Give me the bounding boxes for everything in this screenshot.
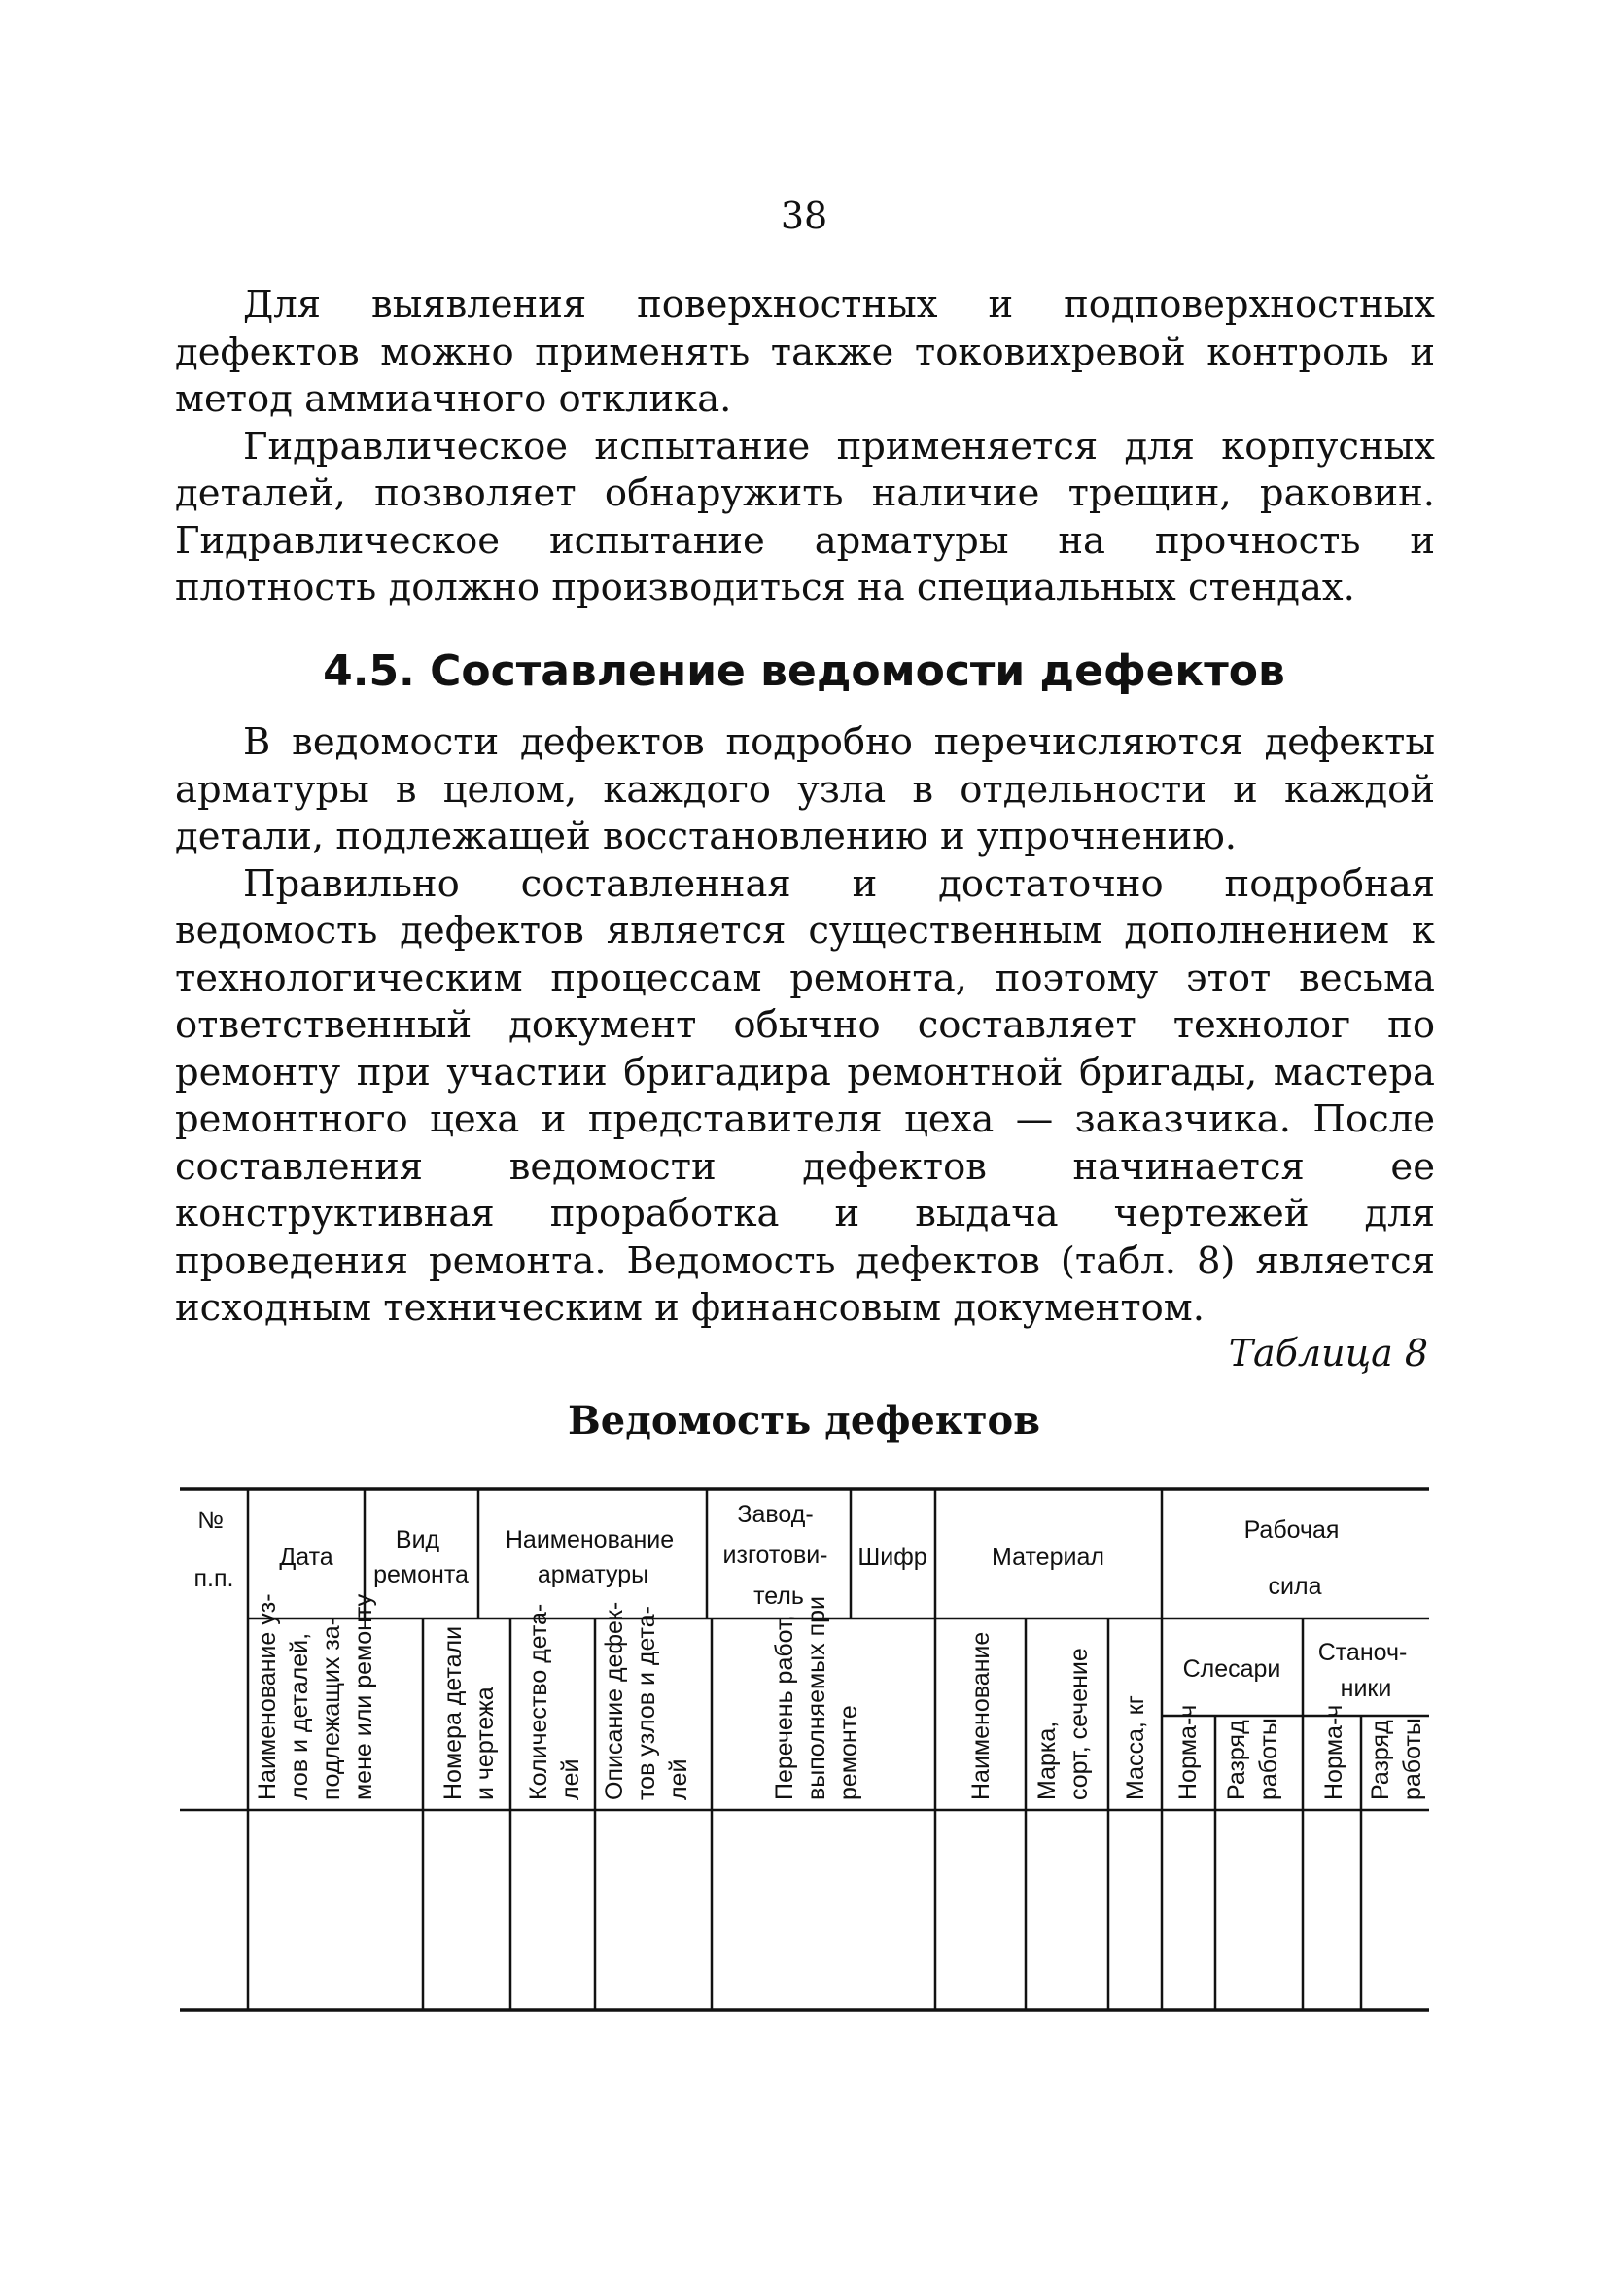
header-num: № п.п. — [193, 1507, 234, 1592]
vheader-fitters-grade: Разряд работы — [1223, 1718, 1282, 1800]
header-workforce: Рабочая сила — [1243, 1516, 1340, 1600]
section-heading: 4.5. Составление ведомости дефектов — [323, 646, 1285, 696]
vheader-parts-names: Наименование уз- лов и деталей, подлежащих за- мене или ремонту — [254, 1593, 377, 1800]
vheader-fitters-norm: Норма-ч — [1174, 1704, 1202, 1800]
paragraph: Правильно составленная и достаточно подробная ведомость дефектов является существенным дополнением к технологическим процессам ремонта, поэтому этот весьма ответственный документ обычно составляет технолог по ремонту при участии бригадира ремонтной бригады, мастера ремонтного цеха и представителя цеха — заказчика. После составления ведомости дефектов начинается ее конструктивная проработка и выдача чертежей для проведения ремонта. Ведомость дефектов (табл. 8) является исходным техническим и финансовым документом. — [175, 861, 1435, 1330]
paragraph: Гидравлическое испытание применяется для корпусных деталей, позволяет обнаружить наличие трещин, раковин. Гидравлическое испытание арматуры на прочность и плотность должно производиться на специальных стендах. — [175, 424, 1435, 609]
header-material: Материал — [992, 1544, 1104, 1571]
paragraph: В ведомости дефектов подробно перечисляются дефекты арматуры в целом, каждого узла в отдельности и каждой детали, подлежащей восстановлению и упрочнению. — [175, 720, 1435, 858]
vheader-part-numbers: Номера детали и чертежа — [439, 1625, 499, 1800]
header-machinists: Станоч- ники — [1317, 1639, 1408, 1702]
vheader-machinists-grade: Разряд работы — [1367, 1718, 1426, 1800]
header-fitting-name: Наименование арматуры — [505, 1526, 675, 1588]
header-manufacturer: Завод- изготови- тель — [722, 1501, 828, 1610]
header-date: Дата — [279, 1544, 333, 1571]
header-repair-type: Вид ремонта — [373, 1526, 469, 1588]
vheader-defects-desc: Описание дефек- тов узлов и дета- лей — [601, 1601, 692, 1800]
page-number: 38 — [780, 194, 828, 237]
table-title: Ведомость дефектов — [567, 1398, 1040, 1444]
vheader-material-name: Наименование — [967, 1631, 995, 1800]
table-number-label: Таблица 8 — [1228, 1332, 1428, 1374]
header-code: Шифр — [857, 1544, 927, 1571]
paragraph: Для выявления поверхностных и подповерхностных дефектов можно применять также токовихревой контроль и метод аммиачного отклика. — [175, 283, 1435, 421]
vheader-mass: Масса, кг — [1122, 1695, 1149, 1800]
vheader-material-grade: Марка, сорт, сечение — [1033, 1648, 1093, 1800]
vheader-parts-count: Количество дета- лей — [525, 1603, 584, 1800]
header-fitters: Слесари — [1182, 1655, 1281, 1683]
vheader-machinists-norm: Норма-ч — [1320, 1704, 1347, 1800]
vheader-works-list: Перечень работ, выполняемых при ремонте — [771, 1596, 862, 1800]
